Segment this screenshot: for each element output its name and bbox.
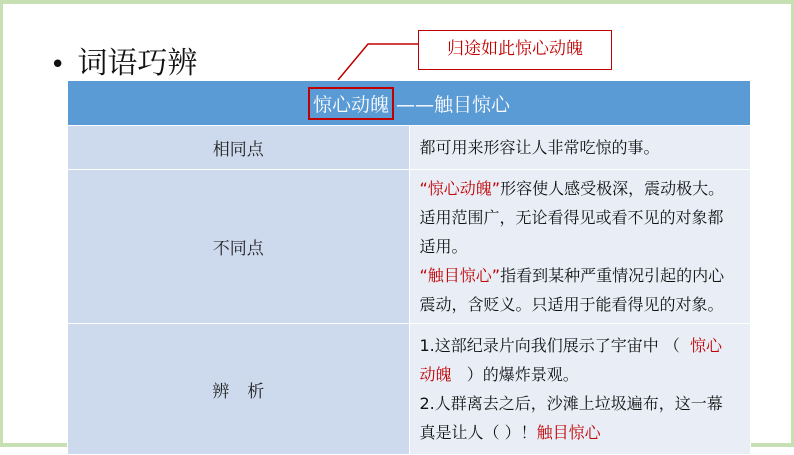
highlighted-word: 惊心动魄: [308, 87, 394, 120]
sentence1-answer: 惊心动魄: [419, 336, 723, 384]
table-header-row: [68, 81, 751, 126]
table-row: [68, 324, 751, 455]
difference-desc2: 指看到某种严重情况引起的内心震动，含贬义。只适用于能看得见的对象。: [419, 266, 725, 314]
comparison-table: [67, 80, 751, 455]
row-label-difference: 不同点: [68, 170, 410, 324]
difference-term1: “惊心动魄”: [419, 179, 501, 198]
bullet-icon: •: [50, 50, 66, 80]
sentence1-after: ）的爆炸景观。: [466, 365, 579, 384]
similarity-text: 都可用来形容让人非常吃惊的事。: [409, 126, 751, 170]
table-header-cell: [68, 81, 751, 126]
difference-desc1: 形容使人感受极深，震动极大。适用范围广，无论看得见或看不见的对象都适用。: [419, 179, 725, 256]
sentence2-answer: 触目惊心: [536, 423, 601, 442]
difference-text: [409, 170, 751, 324]
row-label-analysis: 辨析: [68, 324, 410, 455]
sentence2-before: 2.人群离去之后，沙滩上垃圾遍布，这一幕真是让人（ ）！: [419, 394, 723, 442]
difference-term2: “触目惊心”: [419, 266, 501, 285]
callout-box: 归途如此惊心动魄: [418, 30, 612, 70]
row-label-similarity: 相同点: [68, 126, 410, 170]
header-word2: 触目惊心: [434, 93, 511, 116]
analysis-text: [409, 324, 751, 455]
sentence1-before: 1.这部纪录片向我们展示了宇宙中 （: [419, 336, 680, 355]
table-row: [68, 126, 751, 170]
header-separator: ——: [396, 93, 434, 116]
table-row: [68, 170, 751, 324]
slide-title-text: 词语巧辨: [77, 46, 198, 81]
slide-title: [50, 38, 197, 82]
